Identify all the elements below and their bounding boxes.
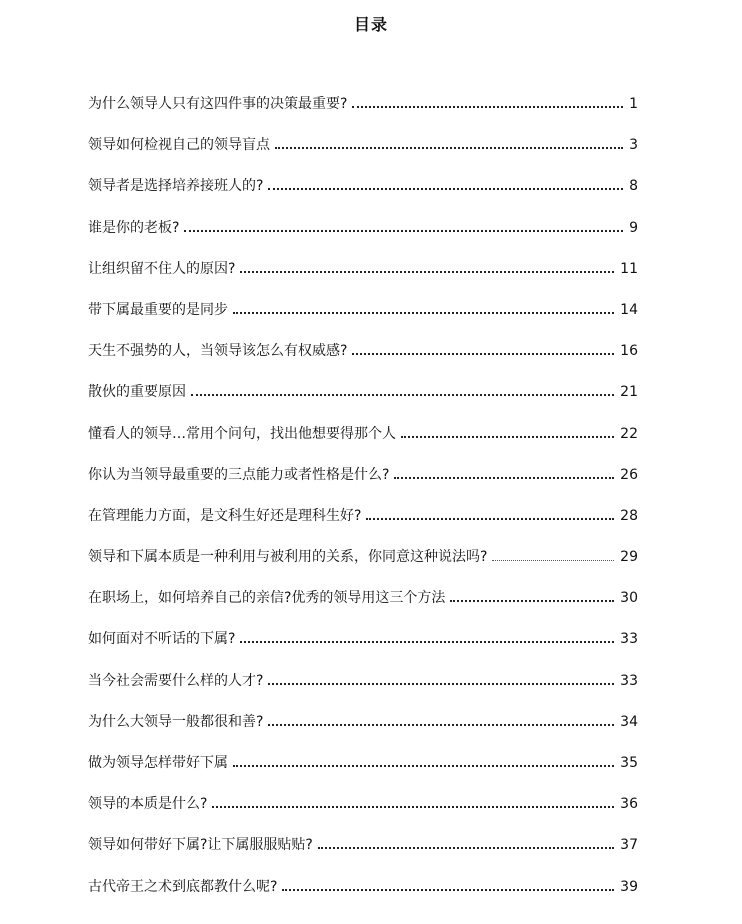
dot-leader (240, 641, 614, 643)
toc-entry-text: 领导的本质是什么? (88, 796, 208, 813)
toc-entry[interactable] (88, 877, 638, 918)
toc-entry[interactable] (88, 629, 638, 670)
dot-leader (191, 394, 614, 396)
toc-entry[interactable] (88, 506, 638, 547)
toc-entry[interactable] (88, 300, 638, 341)
dot-leader (233, 312, 614, 314)
toc-entry-text: 领导和下属本质是一种利用与被利用的关系，你同意这种说法吗? (88, 549, 488, 566)
toc-entry[interactable] (88, 218, 638, 259)
toc-entry-page: 36 (620, 796, 638, 813)
toc-entry-page: 33 (620, 631, 638, 648)
toc-entry[interactable] (88, 835, 638, 876)
toc-entry[interactable] (88, 135, 638, 176)
toc-entry-page: 39 (620, 878, 638, 895)
toc-entry[interactable] (88, 176, 638, 217)
toc-entry-text: 散伙的重要原因 (88, 384, 186, 401)
toc-entry[interactable] (88, 424, 638, 465)
toc-entry-page: 9 (629, 219, 638, 236)
toc-entry-page: 21 (620, 384, 638, 401)
toc-entry-text: 如何面对不听话的下属? (88, 631, 236, 648)
dot-leader (184, 230, 623, 232)
toc-entry[interactable] (88, 794, 638, 835)
toc-entry-text: 谁是你的老板? (88, 219, 180, 236)
dot-leader (352, 106, 623, 108)
page-title: 目录 (353, 15, 388, 34)
toc-entry-page: 22 (620, 425, 638, 442)
toc-entry[interactable] (88, 259, 638, 300)
toc-entry[interactable] (88, 671, 638, 712)
toc-entry-text: 为什么大领导一般都很和善? (88, 713, 264, 730)
toc-entry-text: 领导如何检视自己的领导盲点 (88, 137, 270, 154)
toc-entry-page: 34 (620, 713, 638, 730)
toc-entry-text: 领导如何带好下属?让下属服服贴贴? (88, 837, 313, 854)
toc-entry-text: 在管理能力方面，是文科生好还是理科生好? (88, 507, 362, 524)
toc-entry[interactable] (88, 753, 638, 794)
toc-entry-text: 在职场上，如何培养自己的亲信?优秀的领导用这三个方法 (88, 590, 446, 607)
dot-leader (268, 683, 614, 685)
toc-entry-page: 26 (620, 466, 638, 483)
toc-list (88, 94, 638, 918)
toc-entry-page: 14 (620, 301, 638, 318)
toc-entry-page: 8 (629, 178, 638, 195)
toc-entry-text: 当今社会需要什么样的人才? (88, 672, 264, 689)
dot-leader (268, 724, 614, 726)
dot-leader (282, 889, 614, 891)
dot-leader (394, 477, 614, 479)
dot-leader (366, 518, 614, 520)
dot-leader (233, 765, 614, 767)
dot-leader (352, 353, 614, 355)
toc-entry[interactable] (88, 547, 638, 588)
toc-entry-page: 37 (620, 837, 638, 854)
toc-entry-page: 30 (620, 590, 638, 607)
toc-entry-text: 带下属最重要的是同步 (88, 301, 228, 318)
dot-leader (318, 847, 614, 849)
toc-entry-page: 33 (620, 672, 638, 689)
dot-leader (275, 147, 623, 149)
toc-entry[interactable] (88, 382, 638, 423)
dot-leader (450, 600, 614, 602)
toc-entry[interactable] (88, 712, 638, 753)
toc-entry-text: 天生不强势的人，当领导该怎么有权威感? (88, 343, 348, 360)
toc-entry[interactable] (88, 94, 638, 135)
toc-entry-text: 做为领导怎样带好下属 (88, 755, 228, 771)
toc-entry[interactable] (88, 465, 638, 506)
toc-entry-page: 3 (629, 137, 638, 154)
dot-leader (268, 188, 623, 190)
dot-leader (240, 271, 614, 273)
toc-entry-text: 古代帝王之术到底都教什么呢? (88, 878, 278, 895)
toc-entry[interactable] (88, 341, 638, 382)
toc-entry-page: 11 (620, 260, 638, 277)
dot-leader (212, 806, 614, 808)
toc-entry-page: 29 (620, 549, 638, 566)
toc-entry-page: 16 (620, 343, 638, 360)
toc-entry-text: 让组织留不住人的原因? (88, 260, 236, 277)
toc-entry-text: 领导者是选择培养接班人的? (88, 178, 264, 195)
toc-entry-text: 懂看人的领导…常用个问句，找出他想要得那个人 (88, 425, 396, 442)
toc-entry-page: 35 (620, 755, 638, 771)
dot-leader (401, 436, 614, 438)
toc-entry-page: 28 (620, 507, 638, 524)
dot-leader (492, 560, 614, 561)
toc-entry-text: 为什么领导人只有这四件事的决策最重要? (88, 96, 348, 112)
toc-entry[interactable] (88, 588, 638, 629)
toc-entry-page: 1 (629, 96, 638, 112)
toc-entry-text: 你认为当领导最重要的三点能力或者性格是什么? (88, 466, 390, 483)
